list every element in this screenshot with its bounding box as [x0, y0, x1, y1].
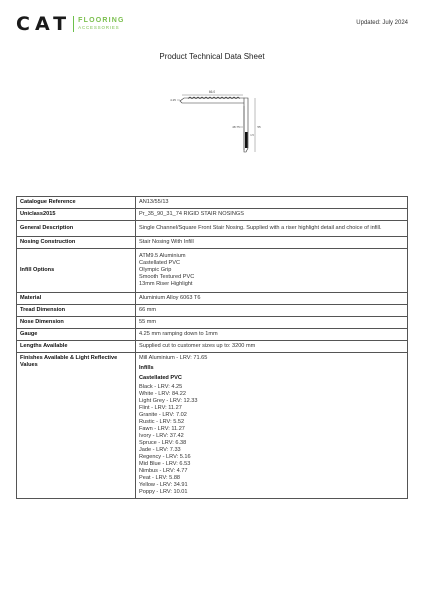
dimension-label-right-inner: 48.75: [232, 125, 240, 129]
logo-subtitle-line-2: ACCESSORIES: [78, 24, 120, 30]
table-row: [17, 305, 408, 317]
table-row: [17, 209, 408, 221]
castellated-heading: Castellated PVC: [139, 375, 182, 381]
infills-heading: Infills: [139, 365, 154, 371]
colour-item: Nimbus - LRV: 4.77: [139, 468, 188, 474]
table-row: [17, 353, 408, 499]
row-value: 4.25 mm ramping down to 1mm: [136, 329, 408, 341]
row-value: Single Channel/Square Front Stair Nosing. Supplied with a riser highlight detail and choice of infill.: [136, 221, 408, 237]
row-label: Nose Dimension: [17, 317, 136, 329]
infill-option: 13mm Riser Highlight: [139, 281, 193, 287]
logo-divider: [73, 16, 74, 32]
row-label: Lengths Available: [17, 341, 136, 353]
row-value: [136, 249, 408, 293]
colour-item: Black - LRV: 4.25: [139, 384, 183, 390]
table-row: [17, 249, 408, 293]
table-row: [17, 329, 408, 341]
table-row: [17, 317, 408, 329]
row-value: Stair Nosing With Infill: [136, 237, 408, 249]
colour-item: Light Grey - LRV: 12.33: [139, 398, 198, 404]
row-label: General Description: [17, 221, 136, 237]
colour-item: Poppy - LRV: 10.01: [139, 489, 188, 495]
dimension-label-top: 66.0: [208, 90, 216, 94]
finish-mill: Mill Aluminium - LRV: 71.65: [139, 355, 208, 361]
row-label: Infill Options: [17, 249, 136, 293]
row-label: Material: [17, 293, 136, 305]
colour-item: Regency - LRV: 5.16: [139, 454, 191, 460]
row-label: Catalogue Reference: [17, 197, 136, 209]
profile-drawing: [160, 86, 270, 164]
dimension-label-right-small: 1.5: [250, 134, 254, 137]
page-header: [16, 14, 408, 38]
row-label: Nosing Construction: [17, 237, 136, 249]
colour-item: Fawn - LRV: 11.27: [139, 426, 185, 432]
page-title: Product Technical Data Sheet: [159, 52, 265, 61]
table-row: [17, 341, 408, 353]
table-row: [17, 237, 408, 249]
logo-subtitle: [78, 18, 125, 31]
table-row: [17, 197, 408, 209]
infill-option: Olympic Grip: [139, 267, 172, 273]
row-label: Finishes Available & Light Reflective Values: [17, 353, 136, 499]
infill-option: ATM9.5 Aluminium: [139, 253, 186, 259]
row-label: Tread Dimension: [17, 305, 136, 317]
row-label: Gauge: [17, 329, 136, 341]
row-label: Uniclass2015: [17, 209, 136, 221]
table-row: [17, 221, 408, 237]
colour-item: Ivory - LRV: 37.42: [139, 433, 184, 439]
colour-item: Granite - LRV: 7.02: [139, 412, 187, 418]
row-value: 55 mm: [136, 317, 408, 329]
colour-item: Flint - LRV: 11.27: [139, 405, 182, 411]
riser-highlight: [245, 132, 248, 148]
row-value: Aluminium Alloy 6063 T6: [136, 293, 408, 305]
infill-option: Smooth Textured PVC: [139, 274, 195, 280]
row-value: [136, 353, 408, 499]
row-value: AN13/55/13: [136, 197, 408, 209]
colour-item: White - LRV: 84.22: [139, 391, 186, 397]
colour-item: Yellow - LRV: 34.91: [139, 482, 188, 488]
logo-subtitle-line-1: FLOORING: [78, 16, 125, 24]
spec-table: [16, 196, 408, 499]
infill-option: Castellated PVC: [139, 260, 181, 266]
updated-date: Updated: July 2024: [356, 20, 408, 26]
row-value: Supplied cut to customer sizes up to: 3200 mm: [136, 341, 408, 353]
colour-item: Mid Blue - LRV: 6.53: [139, 461, 191, 467]
dimension-label-right-outer: 55: [257, 125, 261, 129]
colour-item: Jade - LRV: 7.33: [139, 447, 181, 453]
colour-item: Peat - LRV: 5.88: [139, 475, 181, 481]
row-value: 66 mm: [136, 305, 408, 317]
brand-logo: [16, 14, 125, 34]
logo-wordmark: CAT: [16, 13, 72, 35]
colour-item: Rustic - LRV: 5.52: [139, 419, 185, 425]
row-value: Pr_35_90_31_74 RIGID STAIR NOSINGS: [136, 209, 408, 221]
dimension-label-left: 4.25: [170, 98, 176, 102]
table-row: [17, 293, 408, 305]
colour-item: Spruce - LRV: 6.38: [139, 440, 187, 446]
